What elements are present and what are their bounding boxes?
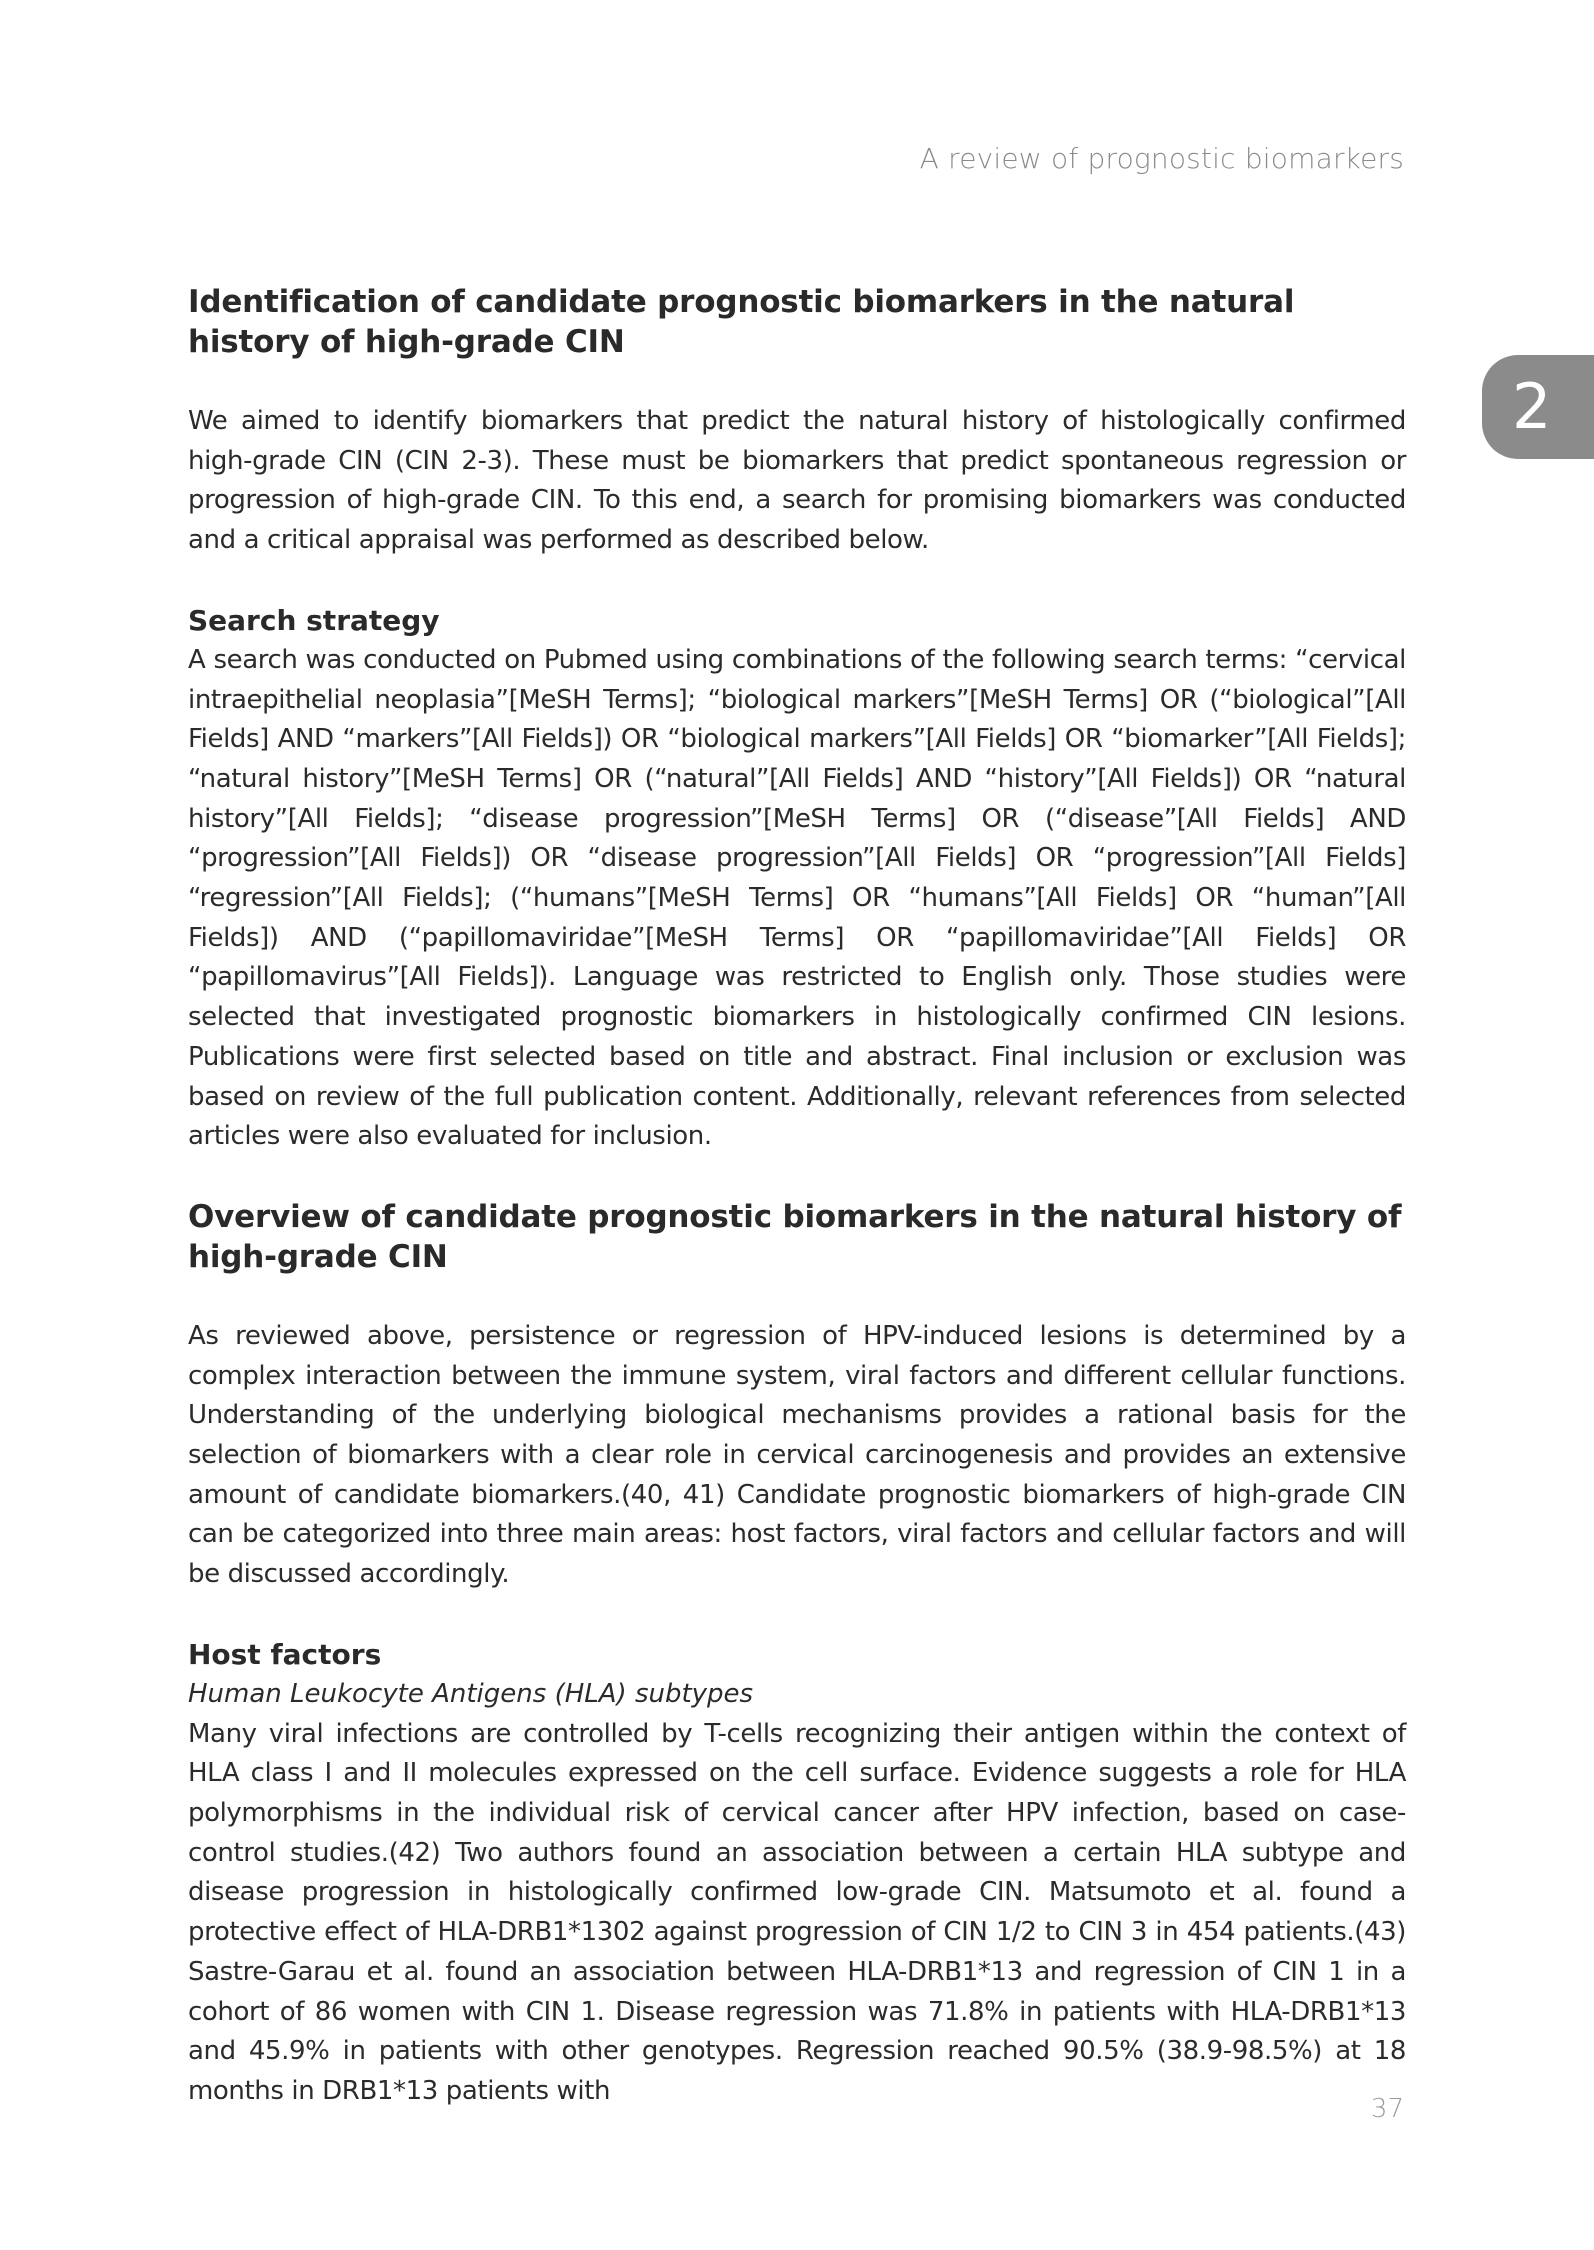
- page-body: [188, 282, 1406, 2112]
- subsection-heading-host-factors: Host factors: [188, 1637, 382, 1671]
- subsection-heading-search-strategy: Search strategy: [188, 603, 440, 637]
- paragraph-identification: We aimed to identify biomarkers that predict the natural history of histologically confirmed high-grade CIN (CIN 2-3). These must be biomarkers that predict spontaneous regression or progression of high-grade CIN. To this end, a search for promising biomarkers was conducted and a critical appraisal was performed as described below.: [188, 406, 1406, 556]
- section-heading-identification: Identification of candidate prognostic biomarkers in the natural history of high-grade CIN: [188, 284, 1295, 360]
- section-heading-overview: Overview of candidate prognostic biomarkers in the natural history of high-grade CIN: [188, 1198, 1402, 1275]
- page-number: 37: [1370, 2094, 1404, 2124]
- chapter-tab: 2: [1482, 355, 1594, 459]
- paragraph-overview: As reviewed above, persistence or regression of HPV-induced lesions is determined by a complex interaction between the immune system, viral factors and different cellular functions. Understanding of the underlying biological mechanisms provides a rational basis for the selection of biomarkers with a clear role in cervical carcinogenesis and provides an extensive amount of candidate biomarkers.(40, 41) Candidate prognostic biomarkers of high-grade CIN can be categorized into three main areas: host factors, viral factors and cellular factors and will be discussed accordingly.: [188, 1320, 1406, 1590]
- running-header: A review of prognostic biomarkers: [919, 142, 1404, 175]
- paragraph-host-factors: Many viral infections are controlled by T-cells recognizing their antigen within the context of HLA class I and II molecules expressed on the cell surface. Evidence suggests a role for HLA polymorphisms in the individual risk of cervical cancer after HPV infection, based on case-control studies.(42) Two authors found an association between a certain HLA subtype and disease progression in histologically confirmed low-grade CIN. Matsumoto et al. found a protective effect of HLA-DRB1*1302 against progression of CIN 1/2 to CIN 3 in 454 patients.(43) Sastre-Garau et al. found an association between HLA-DRB1*13 and regression of CIN 1 in a cohort of 86 women with CIN 1. Disease regression was 71.8% in patients with HLA-DRB1*13 and 45.9% in patients with other genotypes. Regression reached 90.5% (38.9-98.5%) at 18 months in DRB1*13 patients with: [188, 1718, 1406, 2106]
- paragraph-search-strategy: A search was conducted on Pubmed using combinations of the following search terms: “cervical intraepithelial neoplasia”[MeSH Terms]; “biological markers”[MeSH Terms] OR (“biological”[All Fields] AND “markers”[All Fields]) OR “biological markers”[All Fields] OR “biomarker”[All Fields]; “natural history”[MeSH Terms] OR (“natural”[All Fields] AND “history”[All Fields]) OR “natural history”[All Fields]; “disease progression”[MeSH Terms] OR (“disease”[All Fields] AND “progression”[All Fields]) OR “disease progression”[All Fields] OR “progression”[All Fields] “regression”[All Fields]; (“humans”[MeSH Terms] OR “humans”[All Fields] OR “human”[All Fields]) AND (“papillomaviridae”[MeSH Terms] OR “papillomaviridae”[All Fields] OR “papillomavirus”[All Fields]). Language was restricted to English only. Those studies were selected that investigated prognostic biomarkers in histologically confirmed CIN lesions. Publications were first selected based on title and abstract. Final inclusion or exclusion was based on review of the full publication content. Additionally, relevant references from selected articles were also evaluated for inclusion.: [188, 644, 1406, 1152]
- subheading-hla-subtypes: Human Leukocyte Antigens (HLA) subtypes: [188, 1678, 754, 1709]
